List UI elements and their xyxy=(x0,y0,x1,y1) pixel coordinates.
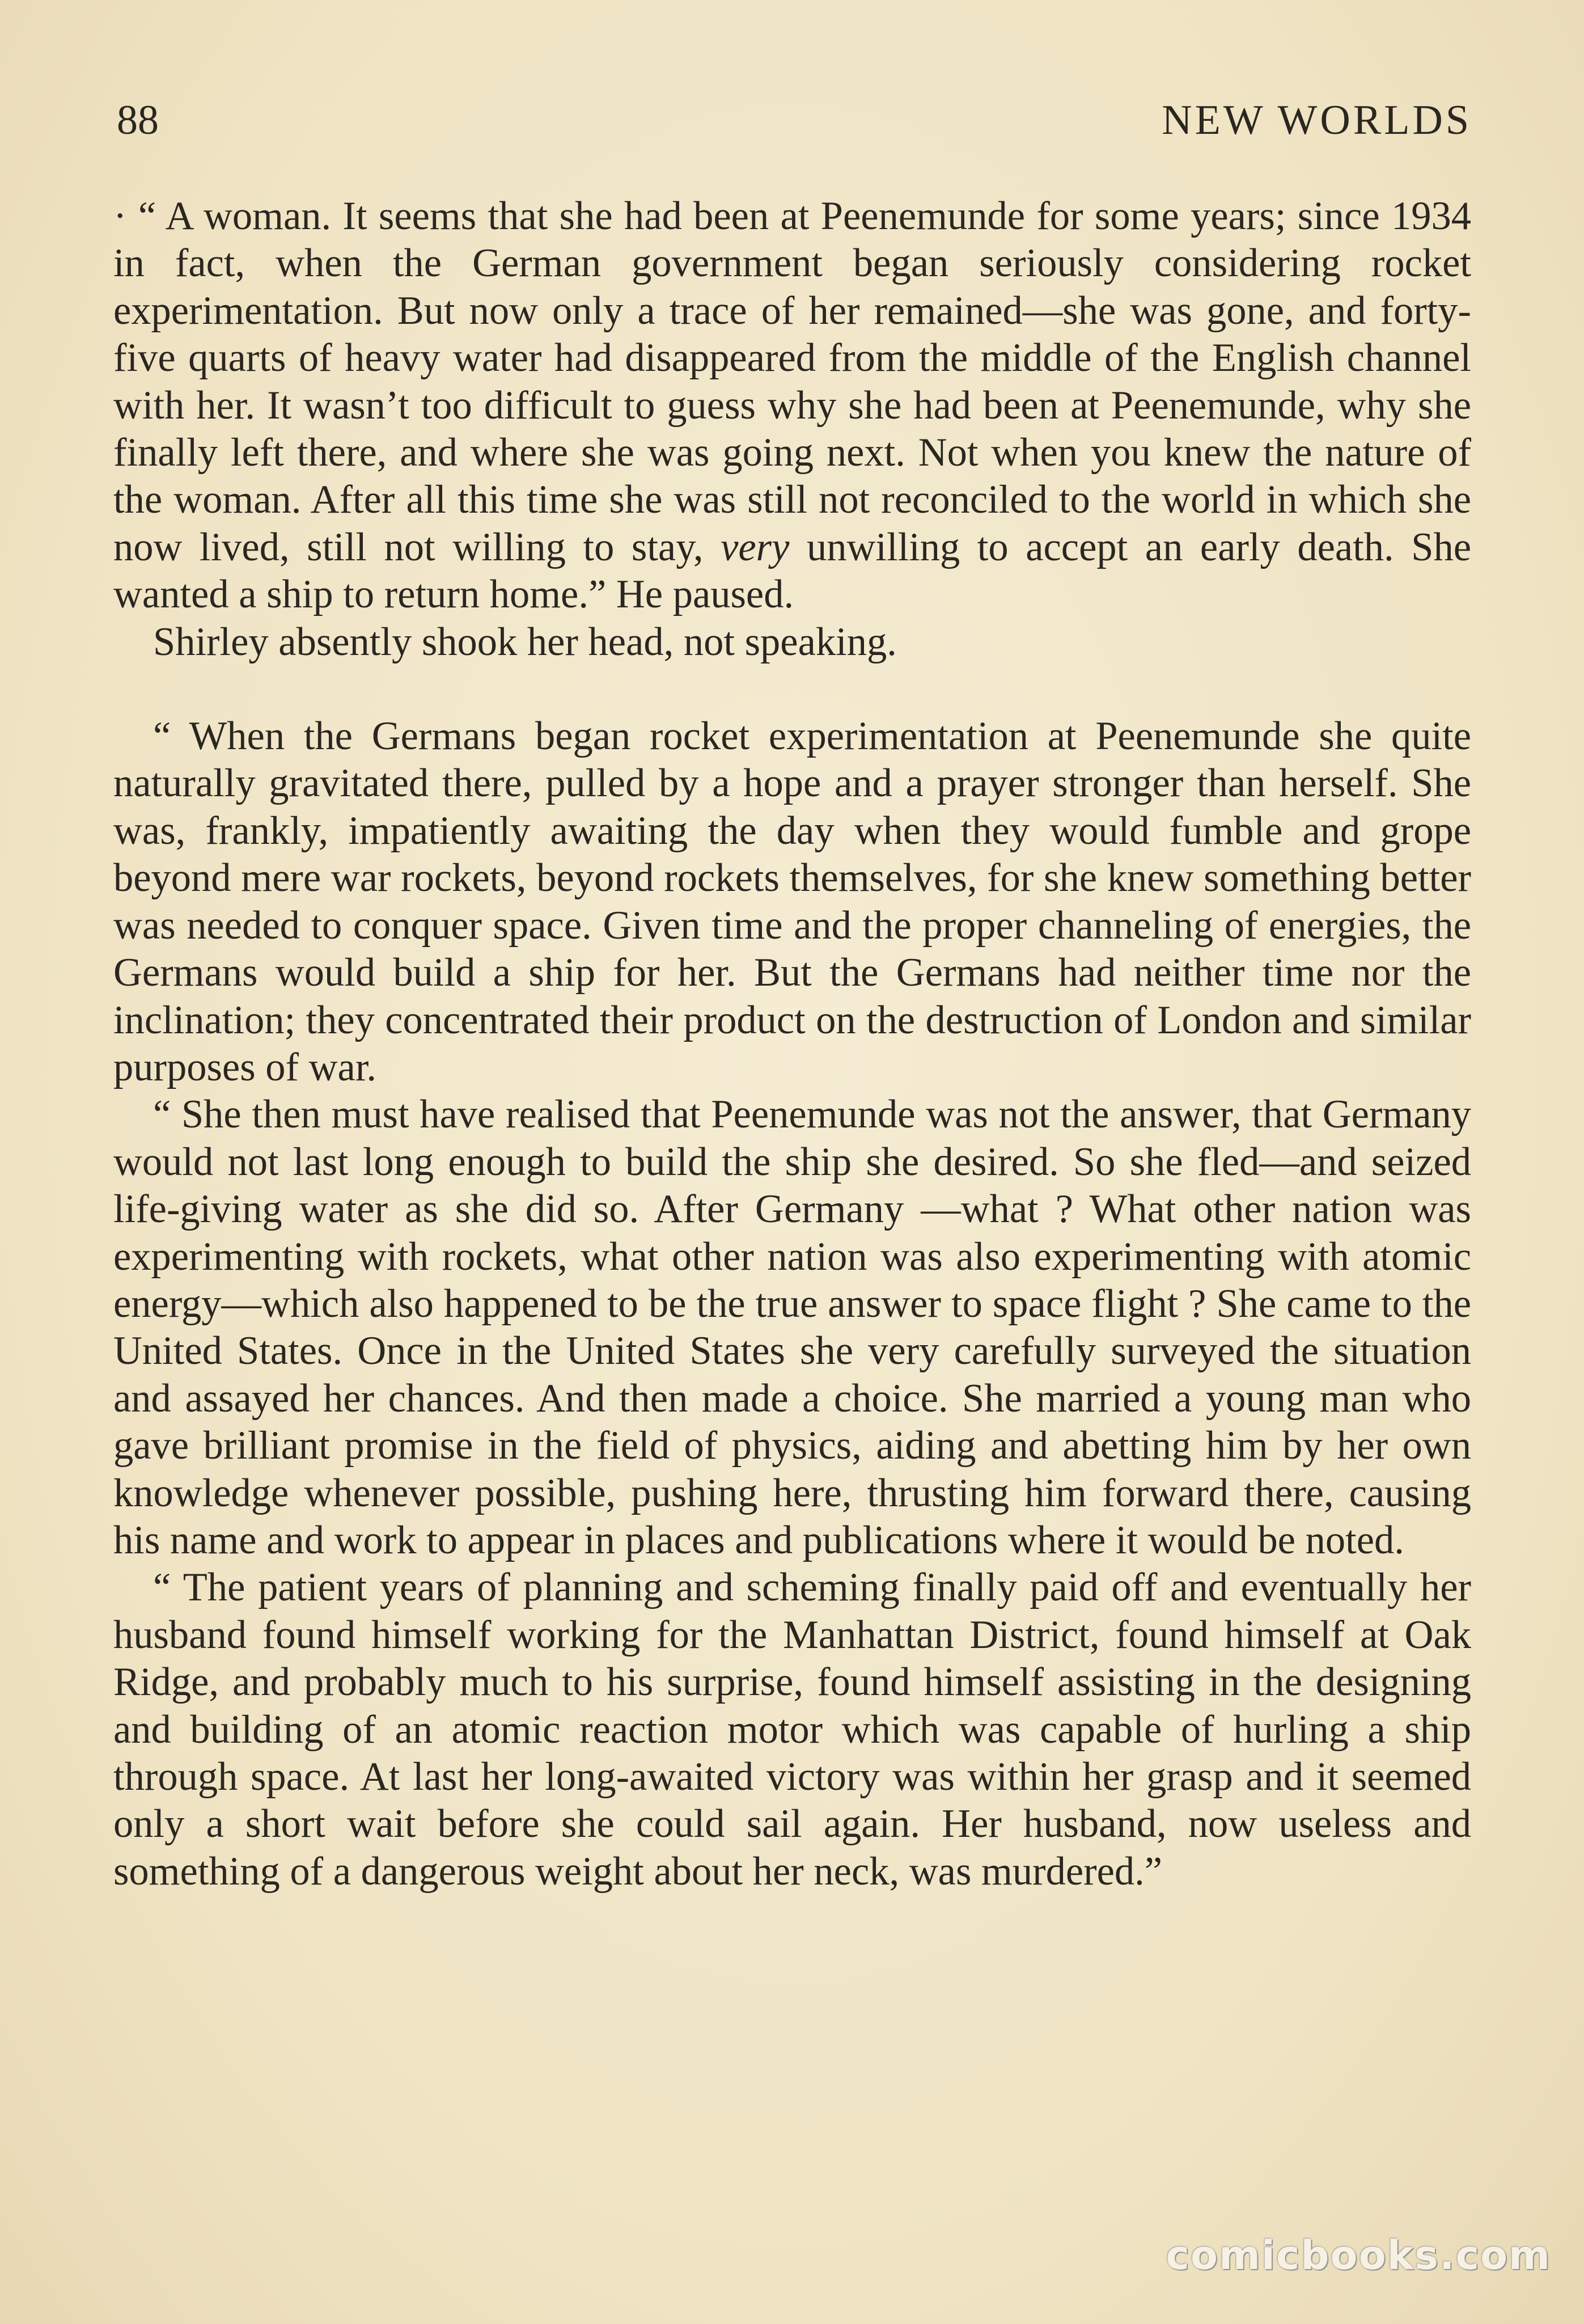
body-text xyxy=(113,193,1471,1895)
paragraph: Shirley absently shook her head, not speaking. xyxy=(153,619,897,664)
running-head: NEW WORLDS xyxy=(1162,97,1472,143)
paragraph-text: · “ A woman. It seems that she had been at Peenemunde for some years; since 1934 in fact, when the German government began seriously considering rocket experimentation. But now only a trace of her remained—she was gone, and forty-five quarts of heavy water had disappeared from the middle of the English channel with her. It wasn’t too difficult to guess why she had been at Peenemunde, why she finally left there, and where she was going next. Not when you knew the nature of the woman. After all this time she was still not reconciled to the world in which she now lived, still not willing to stay, xyxy=(113,194,1471,569)
paragraph xyxy=(113,193,1471,619)
page-number: 88 xyxy=(117,97,159,143)
paragraph: “ She then must have realised that Peenemunde was not the answer, that Germany would not last long enough to build the ship she desired. So she fled—and seized life-giving water as she did so. After Germany —what ? What other nation was experimenting with rockets, what other nation was also experimenting with atomic energy—which also happened to be the true answer to space flight ? She came to the United States. Once in the United States she very carefully surveyed the situation and assayed her chances. And then made a choice. She married a young man who gave brilliant promise in the field of physics, aiding and abetting him by her own knowledge whenever possible, pushing here, thrusting him forward there, causing his name and work to appear in places and publications where it would be noted. xyxy=(113,1092,1471,1562)
paragraph: “ When the Germans began rocket experimentation at Peenemunde she quite naturally gravitated there, pulled by a hope and a prayer stronger than herself. She was, frankly, impatiently awaiting the day when they would fumble and grope beyond mere war rockets, beyond rockets themselves, for she knew something better was needed to conquer space. Given time and the proper channeling of energies, the Germans would build a ship for her. But the Germans had neither time nor the inclination; they concentrated their product on the destruction of London and similar purposes of war. xyxy=(113,714,1471,1089)
paragraph: “ The patient years of planning and scheming finally paid off and eventually her husband found himself working for the Manhattan District, found himself at Oak Ridge, and probably much to his surprise, found himself assisting in the designing and building of an atomic reaction motor which was capable of hurling a ship through space. At last her long-awaited victory was within her grasp and it seemed only a short wait before she could sail again. Her husband, now useless and something of a dangerous weight about her neck, was murdered.” xyxy=(113,1565,1471,1894)
emphasized-word: very xyxy=(721,525,790,569)
page-header xyxy=(117,96,1472,153)
paragraph-text: unwilling to accept an early death. She wanted a ship to return home.” He paused. xyxy=(113,525,1471,617)
watermark: comicbooks.com xyxy=(1166,2232,1551,2279)
